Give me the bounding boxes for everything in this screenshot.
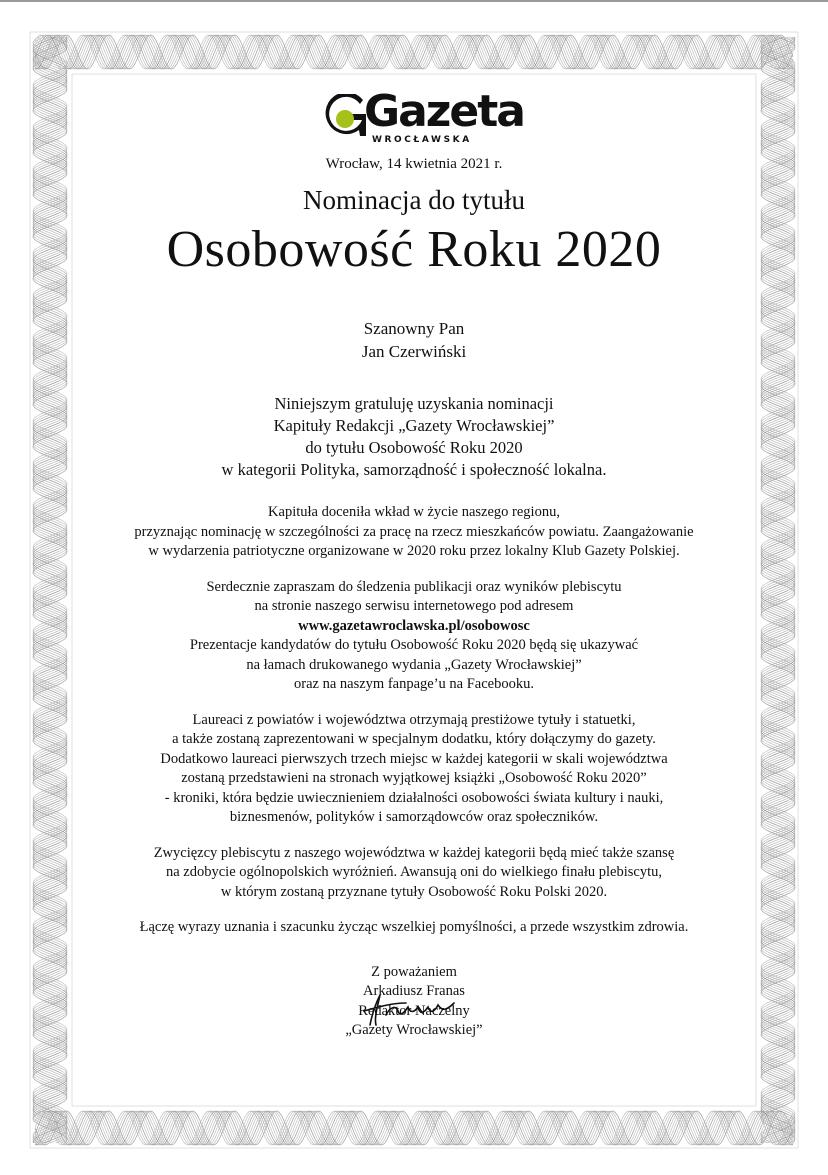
- text-line: do tytułu Osobowość Roku 2020: [305, 438, 523, 457]
- text-line: Zwycięzcy plebiscytu z naszego województwa w każdej kategorii będą mieć także szansę: [153, 844, 675, 861]
- salutation: [90, 317, 738, 363]
- text-line: Serdecznie zapraszam do śledzenia publikacji oraz wyników plebiscytu: [206, 578, 622, 595]
- text-line: biznesmenów, polityków i samorządowców oraz społeczników.: [229, 809, 599, 825]
- text-line: Kapituły Redakcji „Gazety Wrocławskiej”: [273, 416, 555, 435]
- logo-g-mark: [324, 94, 368, 138]
- text-line: Prezentacje kandydatów do tytułu Osobowość Roku 2020 będą się ukazywać: [189, 637, 639, 653]
- text-line: na stronie naszego serwisu internetowego pod adresem: [254, 598, 574, 614]
- handwritten-signature: [358, 989, 468, 1029]
- text-line: Niniejszym gratuluję uzyskania nominacji: [274, 394, 554, 413]
- text-line: w kategorii Polityka, samorządność i społeczność lokalna.: [221, 460, 607, 479]
- paragraph-invitation: [90, 578, 738, 695]
- letter-content: [90, 86, 738, 1041]
- text-line: Laureaci z powiatów i województwa otrzymają prestiżowe tytuły i statuetki,: [192, 711, 636, 728]
- text-line: a także zostaną zaprezentowani w specjalnym dodatku, który dołączymy do gazety.: [172, 731, 656, 747]
- signature-block: [90, 963, 738, 1041]
- text-line: oraz na naszym fanpage’u na Facebooku.: [294, 676, 534, 692]
- letter-date: Wrocław, 14 kwietnia 2021 r.: [325, 156, 503, 172]
- text-line: Kapituła doceniła wkład w życie naszego regionu,: [268, 504, 560, 520]
- signature-paper: „Gazety Wrocławskiej”: [345, 1022, 483, 1038]
- signature-closing: Z poważaniem: [371, 963, 457, 980]
- text-line: - kroniki, która będzie uwiecznieniem działalności osobowości świata kultury i nauki,: [164, 789, 664, 806]
- logo-wordmark: [364, 86, 524, 137]
- recipient-name: Jan Czerwiński: [361, 342, 467, 361]
- salutation-line: Szanowny Pan: [363, 319, 465, 338]
- paragraph-recognition: [90, 503, 738, 562]
- letter-subtitle: Nominacja do tytułu: [303, 185, 525, 215]
- text-line: w wydarzenia patriotyczne organizowane w 2020 roku przez lokalny Klub Gazety Polskiej.: [148, 543, 680, 559]
- logo-subtitle: WROCŁAWSKA: [372, 135, 472, 145]
- text-line: na zdobycie ogólnopolskich wyróżnień. Awansują oni do wielkiego finału plebiscytu,: [166, 864, 662, 880]
- paragraph-winners: [90, 844, 738, 903]
- text-line: zostaną przedstawieni na stronach wyjątkowej książki „Osobowość Roku 2020”: [181, 770, 647, 786]
- text-line: Dodatkowo laureaci pierwszych trzech miejsc w każdej kategorii w skali województwa: [160, 750, 668, 767]
- text-line: Łączę wyrazy uznania i szacunku życząc wszelkiej pomyślności, a przede wszystkim zdrowia.: [139, 919, 689, 935]
- website-url: www.gazetawroclawska.pl/osobowosc: [298, 617, 530, 634]
- logo-main-text: Gazeta: [364, 86, 524, 137]
- paragraph-laureates: [90, 711, 738, 828]
- paragraph-closing: [90, 918, 738, 938]
- text-line: przyznając nominację w szczególności za pracę na rzecz mieszkańców powiatu. Zaangażowanie: [134, 523, 694, 540]
- gazeta-wroclawska-logo: [324, 86, 524, 150]
- text-line: na łamach drukowanego wydania „Gazety Wrocławskiej”: [246, 656, 582, 673]
- letter-title: Osobowość Roku 2020: [166, 221, 662, 278]
- signature-name: Arkadiusz Franas: [363, 983, 465, 999]
- paragraph-congratulations: [90, 393, 738, 481]
- text-line: w którym zostaną przyznane tytuły Osobowość Roku Polski 2020.: [220, 883, 608, 900]
- signature-role: Redaktor Naczelny: [358, 1002, 470, 1019]
